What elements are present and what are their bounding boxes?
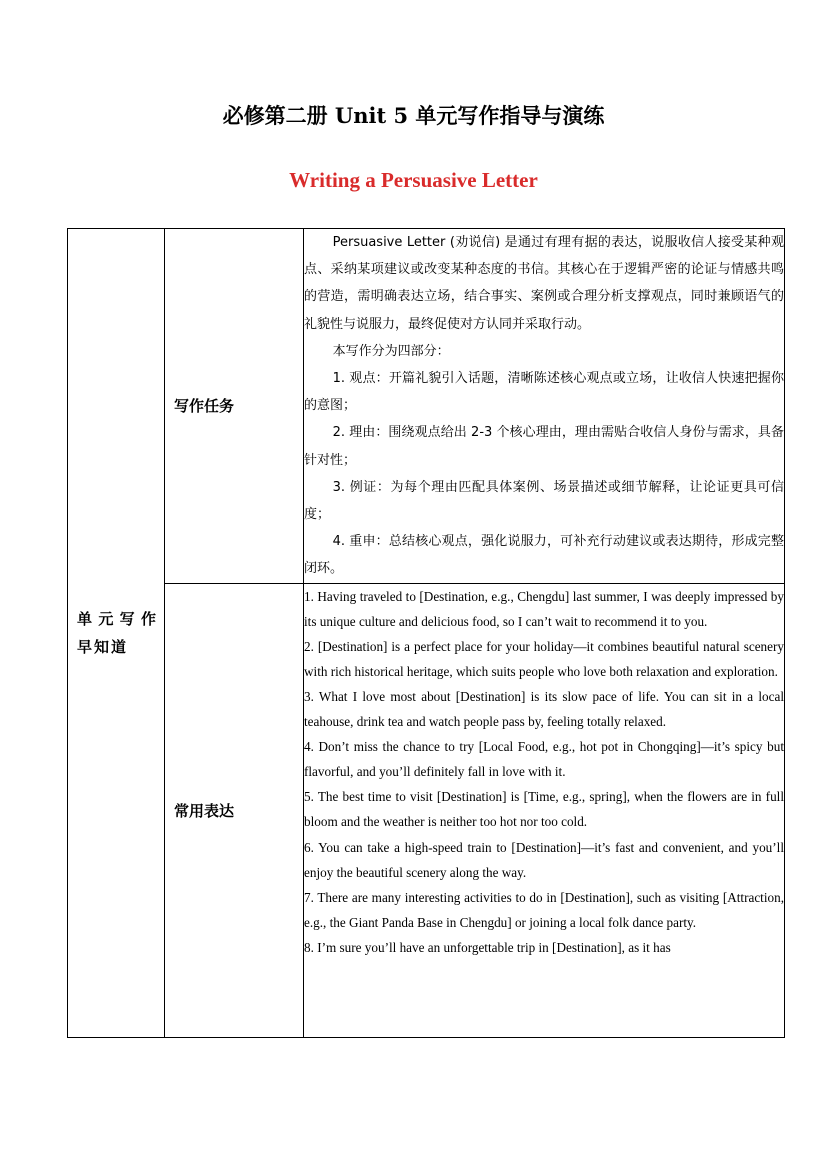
task-label-cell [165,229,304,584]
expression-item: 7. There are many interesting activities to do in [Destination], such as visiting [Attraction, e.g., the Giant Panda Base in Chengdu] or joining a local folk dance party. [304,889,784,930]
document-subtitle: Writing a Persuasive Letter [289,168,538,192]
expression-item: 5. The best time to visit [Destination] is [Time, e.g., spring], when the flowers are in full bloom and the weather is neither too hot nor too cold. [304,789,784,830]
document-title: 必修第二册 Unit 5 单元写作指导与演练 [222,103,605,128]
writing-guide-table [67,228,785,1038]
task-content-cell [304,229,785,584]
task-parts-intro: 本写作分为四部分： [332,343,450,359]
section-label-cell [68,229,165,1038]
expressions-label-cell [165,583,304,1037]
task-label: 写作任务 [174,397,235,416]
task-intro: Persuasive Letter (劝说信) 是通过有理有据的表达，说服收信人接受某种观点、采纳某项建议或改变某种态度的书信。其核心在于逻辑严密的论证与情感共鸣的营造，需明确表达立场，结合事实、案例或合理分析支撑观点，同时兼顾语气的礼貌性与说服力，最终促使对方认同并采取行动。 [304,235,784,332]
task-part: 2. 理由：围绕观点给出 2-3 个核心理由，理由需贴合收信人身份与需求，具备针对性； [304,425,784,468]
expression-item: 2. [Destination] is a perfect place for your holiday—it combines beautiful natural scenery with rich historical heritage, which suits people who love both relaxation and exploration. [304,638,784,679]
table-row-task [68,229,785,584]
expression-item: 8. I’m sure you’ll have an unforgettable trip in [Destination], as it has [304,939,671,955]
task-part: 4. 重申：总结核心观点，强化说服力，可补充行动建议或表达期待，形成完整闭环。 [304,534,784,577]
expression-item: 4. Don’t miss the chance to try [Local Food, e.g., hot pot in Chongqing]—it’s spicy but flavorful, and you’ll definitely fall in love with it. [304,739,784,780]
expressions-label: 常用表达 [174,801,235,820]
table-row-expressions [68,583,785,1037]
task-part: 3. 例证：为每个理由匹配具体案例、场景描述或细节解释，让论证更具可信度； [304,479,784,523]
expressions-content-cell [304,583,785,1037]
expression-item: 3. What I love most about [Destination] is its slow pace of life. You can sit in a local teahouse, drink tea and watch people pass by, feeling totally relaxed. [304,689,784,730]
section-label: 单元写作早知道 [77,609,158,656]
expression-item: 1. Having traveled to [Destination, e.g., Chengdu] last summer, I was deeply impressed by its unique culture and delicious food, so I can’t wait to recommend it to you. [304,588,784,629]
task-part: 1. 观点：开篇礼貌引入话题，清晰陈述核心观点或立场，让收信人快速把握你的意图； [304,371,784,414]
expression-item: 6. You can take a high-speed train to [Destination]—it’s fast and convenient, and you’ll enjoy the beautiful scenery along the way. [304,839,784,880]
